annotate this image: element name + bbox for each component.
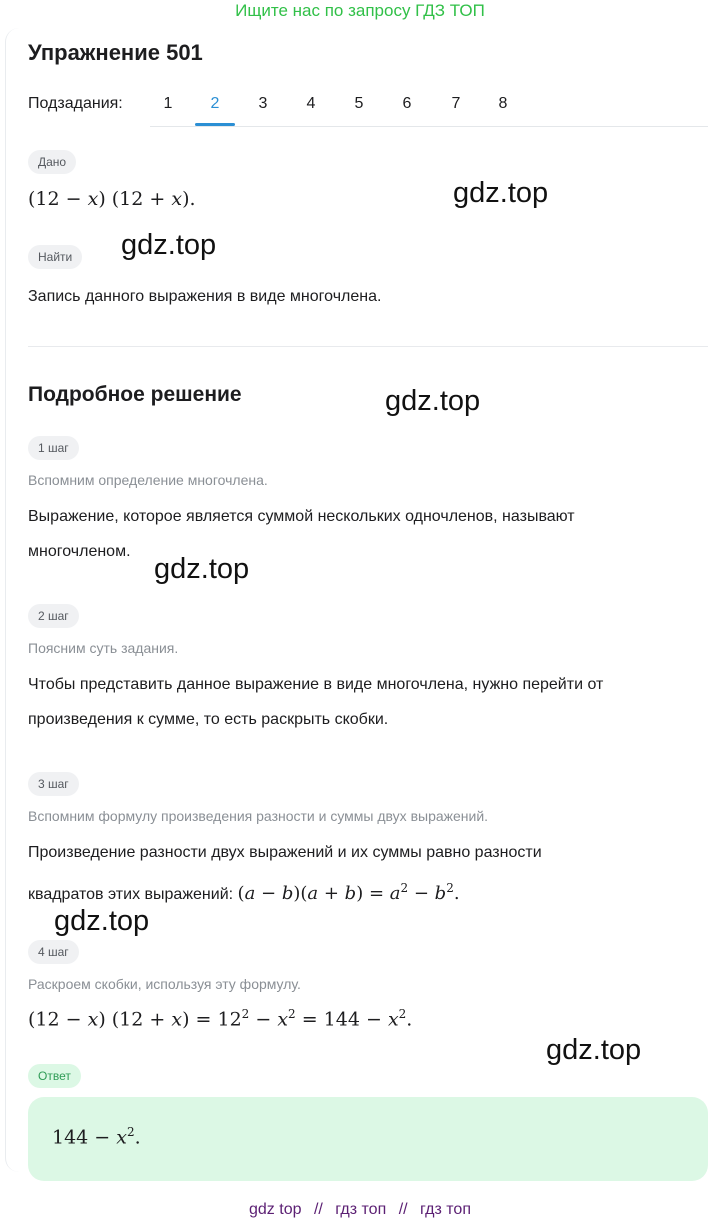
step-1-hint: Вспомним определение многочлена.	[28, 472, 268, 488]
find-text: Запись данного выражения в виде многочлена.	[28, 288, 382, 305]
step-1-line-2: многочленом.	[28, 543, 131, 560]
footer-link-gdz-top[interactable]: gdz top	[249, 1201, 302, 1218]
step-1-chip: 1 шаг	[28, 436, 79, 460]
footer-links	[0, 1201, 720, 1219]
footer-link-gdz-top-ru-2[interactable]: гдз топ	[420, 1201, 471, 1218]
subtask-tab-2[interactable]: 2	[210, 95, 220, 112]
answer-box	[28, 1097, 708, 1181]
step-4-hint: Раскроем скобки, используя эту формулу.	[28, 976, 301, 992]
section-divider	[28, 346, 708, 347]
subtask-tab-5[interactable]: 5	[354, 95, 364, 112]
step-2-line-2: произведения к сумме, то есть раскрыть скобки.	[28, 711, 389, 728]
footer-link-gdz-top-ru[interactable]: гдз топ	[335, 1201, 387, 1218]
find-chip: Найти	[28, 245, 82, 269]
given-chip: Дано	[28, 150, 76, 174]
solution-heading: Подробное решение	[28, 383, 242, 406]
subtask-tabs	[150, 82, 708, 127]
watermark: gdz.top	[121, 229, 217, 261]
footer-separator: //	[398, 1201, 408, 1218]
active-tab-indicator	[195, 123, 235, 126]
subtask-tab-6[interactable]: 6	[402, 95, 412, 112]
step-4-chip: 4 шаг	[28, 940, 79, 964]
watermark: gdz.top	[546, 1034, 642, 1066]
step-4-expression: (12 − x) $(12 + x) = 12^2 - x^2 = 144 - x^2$.	[28, 1007, 413, 1031]
step-1-line-1: Выражение, которое является суммой нескольких одночленов, называют	[28, 508, 575, 525]
subtask-tab-8[interactable]: 8	[498, 95, 508, 112]
watermark: gdz.top	[453, 177, 549, 209]
exercise-title: Упражнение 501	[28, 40, 203, 65]
watermark: gdz.top	[385, 385, 481, 417]
subtask-tab-1[interactable]: 1	[163, 95, 173, 112]
subtask-tab-3[interactable]: 3	[258, 95, 268, 112]
step-3-hint: Вспомним формулу произведения разности и суммы двух выражений.	[28, 808, 489, 824]
step-3-chip: 3 шаг	[28, 772, 79, 796]
difference-of-squares-formula: $(a - b)(a + b) = a^2 - b^2$.	[237, 881, 460, 904]
given-expression: (12 − x) (12 + x).	[28, 188, 196, 210]
footer-separator: //	[313, 1201, 323, 1218]
step-3-line-2: квадратов этих выражений: $(a - b)(a + b) = a^2 - b^2$.	[28, 881, 460, 904]
answer-chip: Ответ	[28, 1064, 81, 1088]
subtask-tab-7[interactable]: 7	[451, 95, 461, 112]
subtasks-label: Подзадания:	[28, 95, 123, 112]
step-2-hint: Поясним суть задания.	[28, 640, 179, 656]
answer-expression: $144 - x^2$.	[52, 1125, 141, 1149]
step-2-line-1: Чтобы представить данное выражение в виде многочлена, нужно перейти от	[28, 676, 604, 693]
subtask-tab-4[interactable]: 4	[306, 95, 316, 112]
search-banner[interactable]: Ищите нас по запросу ГДЗ ТОП	[235, 1, 485, 20]
step-2-chip: 2 шаг	[28, 604, 79, 628]
watermark: gdz.top	[154, 553, 250, 585]
watermark: gdz.top	[54, 905, 150, 937]
step-3-line-1: Произведение разности двух выражений и их суммы равно разности	[28, 844, 542, 861]
